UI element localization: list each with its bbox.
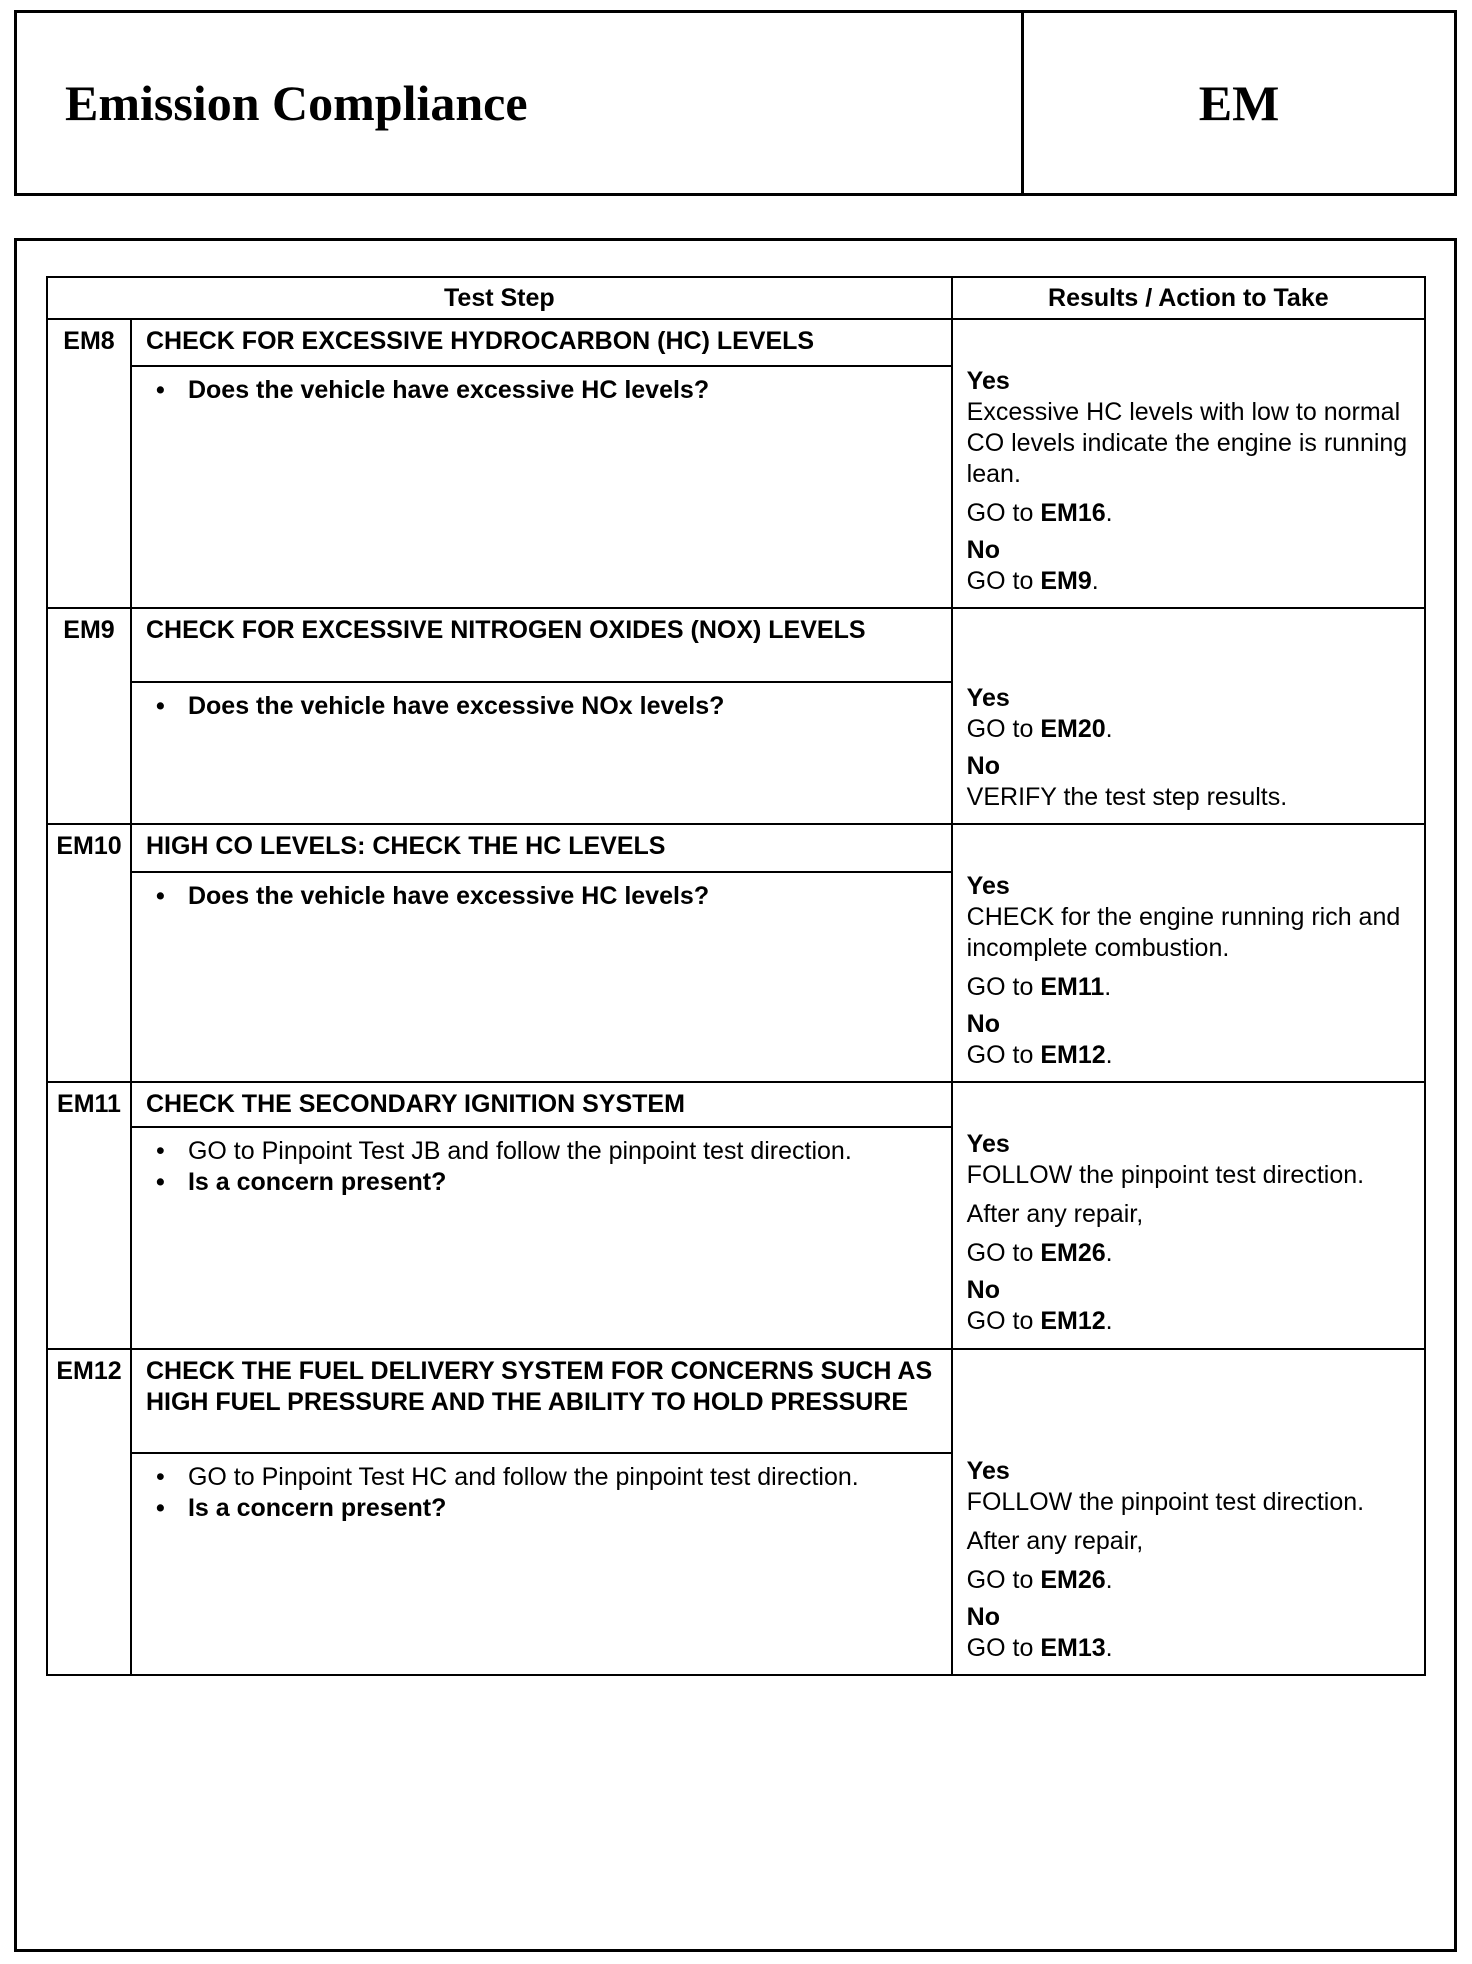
- yes-label: Yes: [966, 367, 1010, 395]
- step-title: HIGH CO LEVELS: CHECK THE HC LEVELS: [131, 824, 952, 872]
- step-result: [952, 1082, 1425, 1349]
- yes-text: CHECK for the engine running rich and incomplete combustion.: [966, 903, 1401, 962]
- no-label: No: [966, 1010, 1000, 1038]
- list-item: • Does the vehicle have excessive NOx levels?: [155, 692, 725, 720]
- list-item: • Does the vehicle have excessive HC levels?: [155, 376, 710, 404]
- step-result: [952, 824, 1425, 1082]
- yes-text: FOLLOW the pinpoint test direction.: [966, 1488, 1365, 1516]
- yes-go: GO to EM26.: [966, 1239, 1113, 1267]
- go-target-link[interactable]: EM13: [1040, 1634, 1106, 1662]
- step-result: [952, 1349, 1425, 1675]
- yes-label: Yes: [966, 1457, 1010, 1485]
- step-title: CHECK FOR EXCESSIVE HYDROCARBON (HC) LEVELS: [131, 319, 952, 366]
- no-label: No: [966, 536, 1000, 564]
- go-target-link[interactable]: EM26: [1040, 1566, 1106, 1594]
- step-body: [131, 366, 952, 608]
- list-item: • Is a concern present?: [155, 1168, 447, 1196]
- page-header: [14, 10, 1457, 196]
- test-step-table: [46, 276, 1426, 1676]
- step-title: CHECK THE FUEL DELIVERY SYSTEM FOR CONCERNS SUCH AS HIGH FUEL PRESSURE AND THE ABILITY TO HOLD PRESSURE: [131, 1349, 952, 1453]
- step-result: [952, 608, 1425, 824]
- yes-text-2: After any repair,: [966, 1200, 1144, 1228]
- step-body: [131, 1453, 952, 1675]
- step-id-spacer: [47, 1453, 131, 1675]
- yes-go: GO to EM11.: [966, 973, 1112, 1001]
- step-id: EM8: [47, 319, 131, 366]
- results-header: Results / Action to Take: [952, 277, 1425, 319]
- test-step-header: Test Step: [47, 277, 952, 319]
- no-label: No: [966, 1603, 1000, 1631]
- go-target-link[interactable]: EM9: [1040, 567, 1092, 595]
- step-body: [131, 872, 952, 1082]
- table-row: [47, 1082, 1425, 1127]
- step-id-spacer: [47, 1127, 131, 1349]
- table-row: [47, 608, 1425, 682]
- list-item: • GO to Pinpoint Test HC and follow the pinpoint test direction.: [155, 1463, 859, 1491]
- list-item: • Is a concern present?: [155, 1494, 447, 1522]
- yes-go: GO to EM16.: [966, 499, 1113, 527]
- step-id-spacer: [47, 682, 131, 824]
- no-text: VERIFY the test step results.: [966, 783, 1288, 811]
- no-go: GO to EM12.: [966, 1307, 1113, 1335]
- yes-label: Yes: [966, 1130, 1010, 1158]
- table-row: [47, 1349, 1425, 1453]
- yes-text: FOLLOW the pinpoint test direction.: [966, 1161, 1365, 1189]
- no-go: GO to EM12.: [966, 1041, 1113, 1069]
- step-title: CHECK THE SECONDARY IGNITION SYSTEM: [131, 1082, 952, 1127]
- list-item: • GO to Pinpoint Test JB and follow the pinpoint test direction.: [155, 1137, 852, 1165]
- no-label: No: [966, 752, 1000, 780]
- yes-label: Yes: [966, 684, 1010, 712]
- yes-label: Yes: [966, 872, 1010, 900]
- yes-go: GO to EM26.: [966, 1566, 1113, 1594]
- step-id: EM9: [47, 608, 131, 682]
- no-label: No: [966, 1276, 1000, 1304]
- table-row: [47, 824, 1425, 872]
- step-id: EM11: [47, 1082, 131, 1127]
- yes-text: Excessive HC levels with low to normal CO levels indicate the engine is running lean.: [966, 398, 1408, 488]
- step-id-spacer: [47, 872, 131, 1082]
- go-target-link[interactable]: EM12: [1040, 1307, 1106, 1335]
- go-target-link[interactable]: EM12: [1040, 1041, 1106, 1069]
- step-id: EM10: [47, 824, 131, 872]
- yes-go: GO to EM20.: [966, 715, 1113, 743]
- no-go: GO to EM13.: [966, 1634, 1113, 1662]
- list-item: • Does the vehicle have excessive HC levels?: [155, 882, 710, 910]
- step-result: [952, 319, 1425, 608]
- go-target-link[interactable]: EM20: [1040, 715, 1106, 743]
- go-target-link[interactable]: EM16: [1040, 499, 1106, 527]
- no-go: GO to EM9.: [966, 567, 1099, 595]
- step-body: [131, 1127, 952, 1349]
- table-row: [47, 319, 1425, 366]
- section-code: EM: [1198, 75, 1280, 131]
- step-id-spacer: [47, 366, 131, 608]
- table-header-row: [47, 277, 1425, 319]
- step-body: [131, 682, 952, 824]
- yes-text-2: After any repair,: [966, 1527, 1144, 1555]
- page-title: Emission Compliance: [17, 13, 1024, 193]
- step-id: EM12: [47, 1349, 131, 1453]
- go-target-link[interactable]: EM11: [1040, 973, 1105, 1001]
- go-target-link[interactable]: EM26: [1040, 1239, 1106, 1267]
- step-title: CHECK FOR EXCESSIVE NITROGEN OXIDES (NOX) LEVELS: [131, 608, 952, 682]
